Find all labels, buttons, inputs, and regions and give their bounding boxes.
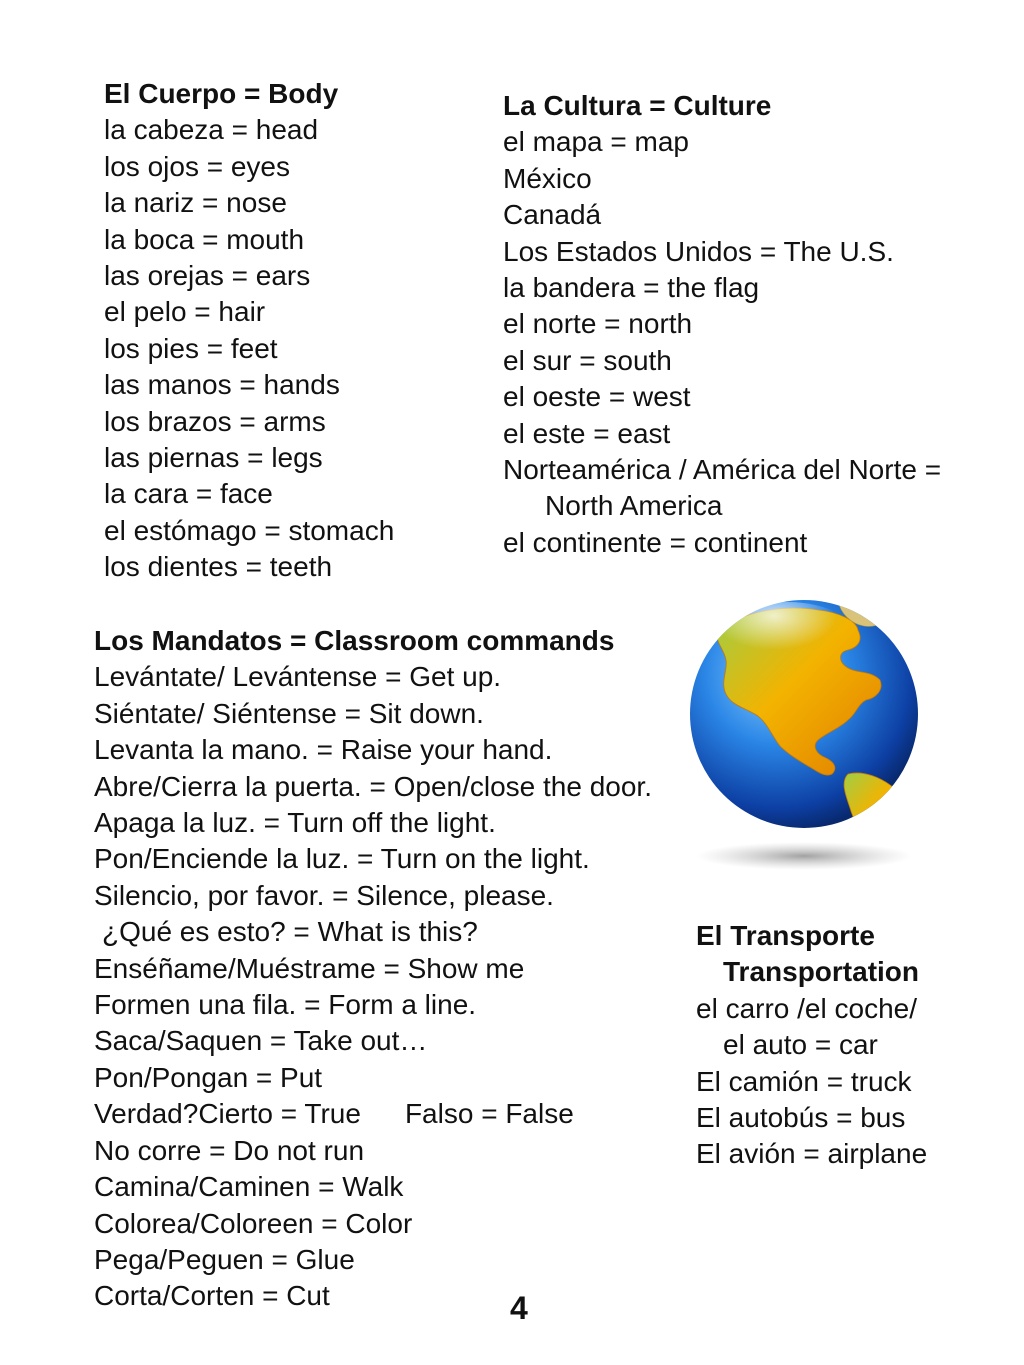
body-vocabulary-section: [104, 76, 394, 586]
transport-item: el carro /el coche/: [696, 992, 917, 1024]
culture-item: el sur = south: [503, 344, 672, 376]
command-item: Siéntate/ Siéntense = Sit down.: [94, 697, 484, 729]
body-item: el estómago = stomach: [104, 514, 395, 546]
culture-item: Canadá: [503, 199, 602, 231]
globe-shadow: [696, 842, 912, 870]
commands-heading: Los Mandatos = Classroom commands: [94, 625, 615, 656]
command-item: Formen una fila. = Form a line.: [94, 989, 477, 1021]
command-item: Pon/Pongan = Put: [94, 1061, 323, 1093]
transport-heading-continuation: Transportation: [723, 956, 920, 988]
south-america-landmass: [844, 773, 909, 850]
globe-americas-icon: [688, 590, 920, 875]
body-item: la nariz = nose: [104, 187, 287, 219]
transport-vocabulary-section: [696, 918, 927, 1173]
command-item: Levanta la mano. = Raise your hand.: [94, 734, 553, 766]
body-item: las orejas = ears: [104, 260, 311, 292]
command-item: Corta/Corten = Cut: [94, 1280, 330, 1312]
page-number: 4: [510, 1290, 528, 1326]
command-item: Abre/Cierra la puerta. = Open/close the door.: [94, 770, 652, 802]
command-item: Pega/Peguen = Glue: [94, 1243, 355, 1275]
body-item: los pies = feet: [104, 332, 278, 364]
culture-item: Los Estados Unidos = The U.S.: [503, 235, 894, 267]
command-item: Pon/Enciende la luz. = Turn on the light.: [94, 843, 590, 875]
transport-item-continuation: el auto = car: [723, 1029, 878, 1061]
culture-heading: La Cultura = Culture: [503, 90, 772, 121]
false-item: Falso = False: [404, 1098, 574, 1130]
culture-item: Norteamérica / América del Norte =: [503, 454, 942, 486]
culture-item: el mapa = map: [503, 126, 689, 158]
culture-item: el norte = north: [503, 308, 693, 340]
command-item: Enséñame/Muéstrame = Show me: [94, 952, 525, 984]
body-item: la cabeza = head: [104, 114, 319, 146]
body-item: los brazos = arms: [104, 405, 326, 437]
command-item: Silencio, por favor. = Silence, please.: [94, 879, 554, 911]
culture-item-continuation: North America: [545, 490, 723, 522]
command-item: Apaga la luz. = Turn off the light.: [94, 807, 496, 839]
command-item: Camina/Caminen = Walk: [94, 1171, 404, 1203]
body-item: las manos = hands: [104, 369, 340, 401]
true-item: Verdad?Cierto = True: [94, 1098, 361, 1130]
culture-item: el oeste = west: [503, 381, 691, 413]
transport-item: El camión = truck: [696, 1065, 912, 1097]
culture-item: México: [503, 162, 592, 194]
body-item: la cara = face: [104, 478, 273, 510]
culture-item: el este = east: [503, 417, 671, 449]
culture-item: el continente = continent: [503, 526, 808, 558]
command-item: Levántate/ Levántense = Get up.: [94, 661, 502, 693]
globe-highlight: [718, 602, 858, 678]
transport-heading: El Transporte: [696, 920, 875, 951]
commands-vocabulary-section: [94, 623, 652, 1315]
body-item: la boca = mouth: [104, 223, 305, 255]
body-item: el pelo = hair: [104, 296, 266, 328]
body-heading: El Cuerpo = Body: [104, 78, 339, 109]
body-item: los dientes = teeth: [104, 551, 333, 583]
culture-item: la bandera = the flag: [503, 272, 760, 304]
command-item: ¿Qué es esto? = What is this?: [102, 916, 478, 948]
command-item-true-false: [94, 1096, 652, 1132]
transport-item: El autobús = bus: [696, 1102, 906, 1134]
culture-vocabulary-section: [503, 88, 941, 561]
command-item: No corre = Do not run: [94, 1134, 365, 1166]
command-item: Colorea/Coloreen = Color: [94, 1207, 413, 1239]
body-item: las piernas = legs: [104, 442, 323, 474]
command-item: Saca/Saquen = Take out…: [94, 1025, 428, 1057]
transport-item: El avión = airplane: [696, 1138, 928, 1170]
body-item: los ojos = eyes: [104, 150, 290, 182]
